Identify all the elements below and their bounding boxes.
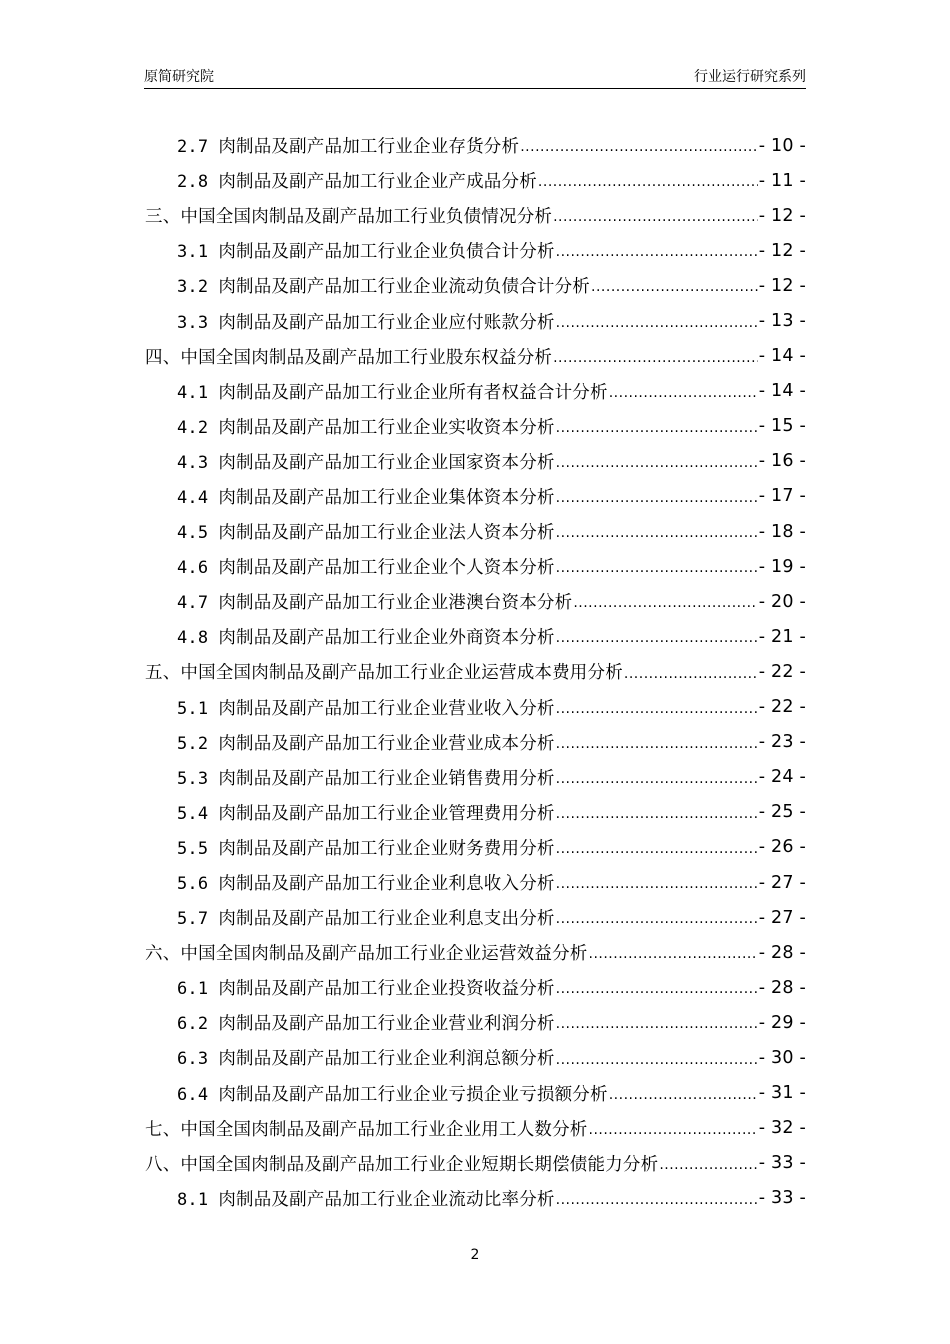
toc-section-entry[interactable] xyxy=(0,619,806,654)
toc-page-number: - 26 - xyxy=(758,837,806,858)
toc-section-entry[interactable] xyxy=(0,970,806,1005)
toc-page-number: - 29 - xyxy=(758,1012,806,1033)
toc-entry-title xyxy=(177,765,555,790)
toc-page-number: - 14 - xyxy=(758,381,806,402)
toc-dot-leader xyxy=(556,771,758,795)
toc-page-number: - 23 - xyxy=(758,732,806,753)
toc-page-number: - 12 - xyxy=(758,275,806,296)
toc-section-entry[interactable] xyxy=(0,233,806,268)
toc-entry-title xyxy=(177,238,555,263)
toc-entry-title xyxy=(177,975,555,1000)
toc-dot-leader xyxy=(556,244,758,268)
toc-section-entry[interactable] xyxy=(0,830,806,865)
toc-entry-number: 4.2 xyxy=(177,417,209,438)
toc-dot-leader xyxy=(573,595,757,619)
toc-dot-leader xyxy=(556,911,758,935)
toc-page-number: - 20 - xyxy=(758,591,806,612)
toc-entry-text: 肉制品及副产品加工行业企业法人资本分析 xyxy=(218,523,555,544)
toc-entry-title xyxy=(145,344,552,369)
toc-chapter-entry[interactable] xyxy=(0,339,806,374)
toc-entry-text: 肉制品及副产品加工行业企业营业成本分析 xyxy=(218,733,555,754)
toc-dot-leader xyxy=(538,174,758,198)
toc-page-number: - 14 - xyxy=(758,346,806,367)
toc-chapter-entry[interactable] xyxy=(0,198,806,233)
toc-entry-number: 2.8 xyxy=(177,172,209,193)
toc-entry-title xyxy=(177,800,555,825)
toc-entry-number: 8.1 xyxy=(177,1189,209,1210)
toc-section-entry[interactable] xyxy=(0,163,806,198)
page-header xyxy=(144,66,806,89)
toc-page-number: - 30 - xyxy=(758,1047,806,1068)
toc-entry-number: 5.1 xyxy=(177,698,209,719)
toc-section-entry[interactable] xyxy=(0,900,806,935)
toc-entry-number: 6.2 xyxy=(177,1014,209,1035)
toc-section-entry[interactable] xyxy=(0,374,806,409)
toc-entry-title xyxy=(177,554,555,579)
toc-entry-title xyxy=(177,168,537,193)
toc-entry-text: 肉制品及副产品加工行业企业流动负债合计分析 xyxy=(218,277,591,298)
toc-page-number: - 12 - xyxy=(758,205,806,226)
toc-dot-leader xyxy=(556,1016,758,1040)
toc-entry-number: 4.7 xyxy=(177,593,209,614)
toc-page-number: - 31 - xyxy=(758,1083,806,1104)
toc-page-number: - 21 - xyxy=(758,626,806,647)
toc-entry-title xyxy=(177,309,555,334)
toc-dot-leader xyxy=(556,420,758,444)
toc-entry-text: 六、中国全国肉制品及副产品加工行业企业运营效益分析 xyxy=(145,944,588,965)
toc-section-entry[interactable] xyxy=(0,409,806,444)
toc-entry-text: 七、中国全国肉制品及副产品加工行业企业用工人数分析 xyxy=(145,1119,588,1140)
toc-section-entry[interactable] xyxy=(0,268,806,303)
toc-entry-title xyxy=(145,1116,588,1141)
toc-entry-number: 5.7 xyxy=(177,909,209,930)
toc-entry-text: 肉制品及副产品加工行业企业利息支出分析 xyxy=(218,909,555,930)
toc-entry-text: 肉制品及副产品加工行业企业亏损企业亏损额分析 xyxy=(218,1084,608,1105)
toc-dot-leader xyxy=(556,841,758,865)
toc-entry-text: 肉制品及副产品加工行业企业利润总额分析 xyxy=(218,1049,555,1070)
toc-entry-text: 肉制品及副产品加工行业企业利息收入分析 xyxy=(218,874,555,895)
toc-section-entry[interactable] xyxy=(0,128,806,163)
toc-entry-text: 肉制品及副产品加工行业企业流动比率分析 xyxy=(218,1189,555,1210)
toc-page-number: - 12 - xyxy=(758,240,806,261)
toc-chapter-entry[interactable] xyxy=(0,935,806,970)
toc-entry-text: 肉制品及副产品加工行业企业管理费用分析 xyxy=(218,803,555,824)
toc-entry-number: 4.8 xyxy=(177,628,209,649)
toc-page-number: - 22 - xyxy=(758,697,806,718)
toc-entry-number: 6.1 xyxy=(177,979,209,1000)
toc-section-entry[interactable] xyxy=(0,514,806,549)
toc-entry-text: 肉制品及副产品加工行业企业营业收入分析 xyxy=(218,698,555,719)
toc-entry-text: 肉制品及副产品加工行业企业港澳台资本分析 xyxy=(218,593,573,614)
toc-entry-number: 4.1 xyxy=(177,382,209,403)
toc-entry-text: 三、中国全国肉制品及副产品加工行业负债情况分析 xyxy=(145,207,553,228)
toc-page-number: - 19 - xyxy=(758,556,806,577)
toc-entry-text: 八、中国全国肉制品及副产品加工行业企业短期长期偿债能力分析 xyxy=(145,1154,659,1175)
toc-entry-number: 6.4 xyxy=(177,1084,209,1105)
header-series-title: 行业运行研究系列 xyxy=(694,69,806,85)
toc-section-entry[interactable] xyxy=(0,795,806,830)
toc-section-entry[interactable] xyxy=(0,303,806,338)
toc-page-number: - 16 - xyxy=(758,451,806,472)
toc-chapter-entry[interactable] xyxy=(0,1111,806,1146)
toc-entry-title xyxy=(177,870,555,895)
toc-entry-number: 3.1 xyxy=(177,242,209,263)
toc-entry-number: 6.3 xyxy=(177,1049,209,1070)
toc-dot-leader xyxy=(609,1087,758,1111)
toc-dot-leader xyxy=(556,1052,758,1076)
toc-dot-leader xyxy=(520,139,758,163)
toc-page-number: - 33 - xyxy=(758,1153,806,1174)
toc-page-number: - 32 - xyxy=(758,1118,806,1139)
toc-entry-title xyxy=(177,624,555,649)
toc-section-entry[interactable] xyxy=(0,584,806,619)
toc-dot-leader xyxy=(624,666,758,690)
toc-entry-text: 肉制品及副产品加工行业企业国家资本分析 xyxy=(218,452,555,473)
toc-dot-leader xyxy=(591,279,758,303)
toc-entry-title xyxy=(145,203,552,228)
toc-chapter-entry[interactable] xyxy=(0,1146,806,1181)
toc-entry-title xyxy=(145,659,623,684)
toc-entry-title xyxy=(177,133,519,158)
toc-entry-title xyxy=(177,273,590,298)
toc-dot-leader xyxy=(556,490,758,514)
toc-dot-leader xyxy=(556,455,758,479)
toc-entry-text: 肉制品及副产品加工行业企业投资收益分析 xyxy=(218,979,555,1000)
toc-entry-title xyxy=(177,1081,608,1106)
toc-page-number: - 18 - xyxy=(758,521,806,542)
toc-entry-title xyxy=(177,1010,555,1035)
toc-entry-title xyxy=(177,519,555,544)
toc-dot-leader xyxy=(556,736,758,760)
toc-dot-leader xyxy=(556,981,758,1005)
toc-section-entry[interactable] xyxy=(0,549,806,584)
toc-page-number: - 17 - xyxy=(758,486,806,507)
toc-entry-number: 5.4 xyxy=(177,803,209,824)
toc-dot-leader xyxy=(609,385,758,409)
toc-entry-text: 肉制品及副产品加工行业企业所有者权益合计分析 xyxy=(218,382,608,403)
toc-entry-title xyxy=(177,414,555,439)
toc-section-entry[interactable] xyxy=(0,690,806,725)
toc-entry-text: 肉制品及副产品加工行业企业外商资本分析 xyxy=(218,628,555,649)
toc-page-number: - 24 - xyxy=(758,767,806,788)
toc-dot-leader xyxy=(556,1192,758,1216)
toc-entry-title xyxy=(145,940,588,965)
toc-entry-number: 3.2 xyxy=(177,277,209,298)
toc-section-entry[interactable] xyxy=(0,725,806,760)
toc-entry-title xyxy=(177,835,555,860)
toc-dot-leader xyxy=(556,701,758,725)
toc-entry-number: 5.6 xyxy=(177,874,209,895)
toc-page-number: - 22 - xyxy=(758,661,806,682)
toc-entry-number: 3.3 xyxy=(177,312,209,333)
toc-dot-leader xyxy=(556,315,758,339)
toc-page-number: - 27 - xyxy=(758,872,806,893)
toc-entry-text: 肉制品及副产品加工行业企业负债合计分析 xyxy=(218,242,555,263)
toc-section-entry[interactable] xyxy=(0,444,806,479)
page-number: 2 xyxy=(470,1247,480,1263)
toc-entry-number: 4.4 xyxy=(177,487,209,508)
toc-page-number: - 11 - xyxy=(758,170,806,191)
toc-dot-leader xyxy=(589,946,758,970)
toc-entry-text: 肉制品及副产品加工行业企业产成品分析 xyxy=(218,172,537,193)
toc-dot-leader xyxy=(556,630,758,654)
toc-entry-title xyxy=(177,905,555,930)
toc-page-number: - 10 - xyxy=(758,135,806,156)
toc-entry-text: 四、中国全国肉制品及副产品加工行业股东权益分析 xyxy=(145,347,553,368)
toc-entry-text: 肉制品及副产品加工行业企业营业利润分析 xyxy=(218,1014,555,1035)
toc-entry-number: 5.2 xyxy=(177,733,209,754)
toc-entry-text: 肉制品及副产品加工行业企业集体资本分析 xyxy=(218,487,555,508)
table-of-contents xyxy=(0,128,950,1216)
toc-entry-title xyxy=(177,1045,555,1070)
toc-dot-leader xyxy=(556,525,758,549)
toc-page-number: - 27 - xyxy=(758,907,806,928)
toc-section-entry[interactable] xyxy=(0,865,806,900)
toc-entry-title xyxy=(177,589,572,614)
toc-dot-leader xyxy=(556,806,758,830)
toc-entry-title xyxy=(177,1186,555,1211)
toc-page-number: - 28 - xyxy=(758,942,806,963)
toc-page-number: - 25 - xyxy=(758,802,806,823)
toc-dot-leader xyxy=(589,1122,758,1146)
toc-section-entry[interactable] xyxy=(0,1005,806,1040)
toc-section-entry[interactable] xyxy=(0,1181,806,1216)
toc-page-number: - 13 - xyxy=(758,311,806,332)
toc-entry-number: 2.7 xyxy=(177,137,209,158)
toc-entry-text: 肉制品及副产品加工行业企业应付账款分析 xyxy=(218,312,555,333)
toc-page-number: - 33 - xyxy=(758,1188,806,1209)
toc-entry-title xyxy=(177,484,555,509)
toc-entry-text: 五、中国全国肉制品及副产品加工行业企业运营成本费用分析 xyxy=(145,663,623,684)
toc-entry-number: 5.3 xyxy=(177,768,209,789)
toc-dot-leader xyxy=(553,209,758,233)
toc-page-number: - 28 - xyxy=(758,977,806,998)
toc-chapter-entry[interactable] xyxy=(0,654,806,689)
toc-entry-title xyxy=(177,449,555,474)
toc-entry-number: 4.6 xyxy=(177,558,209,579)
toc-entry-title xyxy=(177,695,555,720)
toc-entry-title xyxy=(177,730,555,755)
toc-entry-number: 4.5 xyxy=(177,523,209,544)
toc-entry-title xyxy=(145,1151,658,1176)
toc-page-number: - 15 - xyxy=(758,416,806,437)
toc-dot-leader xyxy=(556,876,758,900)
toc-entry-text: 肉制品及副产品加工行业企业存货分析 xyxy=(218,137,520,158)
toc-entry-title xyxy=(177,379,608,404)
toc-section-entry[interactable] xyxy=(0,479,806,514)
toc-entry-text: 肉制品及副产品加工行业企业实收资本分析 xyxy=(218,417,555,438)
toc-section-entry[interactable] xyxy=(0,760,806,795)
toc-dot-leader xyxy=(659,1157,757,1181)
toc-entry-number: 4.3 xyxy=(177,452,209,473)
header-organization: 原简研究院 xyxy=(144,69,214,85)
toc-dot-leader xyxy=(553,350,758,374)
toc-section-entry[interactable] xyxy=(0,1040,806,1075)
toc-entry-text: 肉制品及副产品加工行业企业财务费用分析 xyxy=(218,838,555,859)
toc-section-entry[interactable] xyxy=(0,1076,806,1111)
toc-dot-leader xyxy=(556,560,758,584)
toc-entry-text: 肉制品及副产品加工行业企业销售费用分析 xyxy=(218,768,555,789)
toc-entry-text: 肉制品及副产品加工行业企业个人资本分析 xyxy=(218,558,555,579)
toc-entry-number: 5.5 xyxy=(177,838,209,859)
